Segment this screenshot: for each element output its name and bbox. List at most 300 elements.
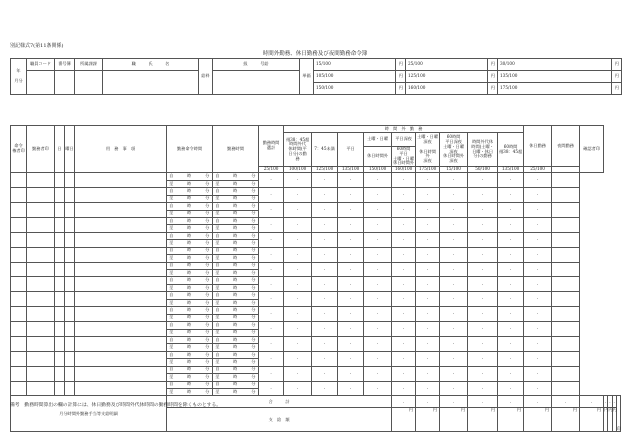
hour-value[interactable] [176, 203, 185, 210]
hours-value[interactable]: . [338, 322, 364, 337]
hour-value[interactable] [222, 359, 231, 366]
hours-value[interactable]: . [259, 173, 284, 188]
worker-seal-cell[interactable] [27, 217, 55, 232]
minute-value[interactable] [240, 314, 249, 321]
hour-value[interactable] [222, 292, 231, 299]
minute-value[interactable] [194, 225, 203, 232]
hour-value[interactable] [222, 203, 231, 210]
hours-value[interactable]: . [259, 203, 284, 218]
hours-value[interactable]: . [364, 262, 392, 277]
hours-value[interactable]: . [284, 203, 312, 218]
worker-seal-cell[interactable] [27, 381, 55, 396]
minute-value[interactable] [194, 232, 203, 239]
hours-value[interactable]: . [392, 307, 416, 322]
hour-value[interactable] [176, 188, 185, 195]
hours-value[interactable]: . [468, 277, 498, 292]
hours-value[interactable]: . [364, 381, 392, 396]
hours-value[interactable]: . [468, 292, 498, 307]
weekday-cell[interactable] [65, 292, 75, 307]
hour-value[interactable] [222, 307, 231, 314]
hour-value[interactable] [222, 329, 231, 336]
worker-seal-cell[interactable] [27, 351, 55, 366]
hours-value[interactable]: . [468, 366, 498, 381]
order-person-cell[interactable] [11, 232, 27, 247]
hours-value[interactable]: . [259, 307, 284, 322]
confirm-seal-cell[interactable] [552, 277, 580, 292]
day-cell[interactable] [55, 247, 65, 262]
minute-value[interactable] [194, 180, 203, 187]
hours-value[interactable]: . [440, 351, 468, 366]
hours-value[interactable]: . [338, 277, 364, 292]
confirm-seal-cell[interactable] [552, 381, 580, 396]
order-person-cell[interactable] [11, 173, 27, 188]
hours-value[interactable]: . [392, 351, 416, 366]
hours-value[interactable]: . [498, 336, 524, 351]
minute-value[interactable] [240, 381, 249, 388]
hour-value[interactable] [176, 232, 185, 239]
hours-value[interactable]: . [312, 292, 338, 307]
hours-value[interactable]: . [440, 217, 468, 232]
task-cell[interactable] [75, 247, 167, 262]
hours-value[interactable]: . [524, 247, 552, 262]
hour-value[interactable] [176, 374, 185, 381]
day-cell[interactable] [55, 292, 65, 307]
hour-value[interactable] [176, 270, 185, 277]
hours-value[interactable]: . [338, 262, 364, 277]
weekday-cell[interactable] [65, 381, 75, 396]
total-confirm-cell[interactable] [616, 396, 620, 432]
weekday-cell[interactable] [65, 217, 75, 232]
minute-value[interactable] [194, 351, 203, 358]
hours-value[interactable]: . [392, 336, 416, 351]
hours-value[interactable]: . [498, 351, 524, 366]
hours-value[interactable]: . [440, 203, 468, 218]
minute-value[interactable] [240, 255, 249, 262]
pay-amount[interactable]: 円 [580, 408, 604, 432]
hours-value[interactable]: . [498, 203, 524, 218]
hours-value[interactable]: . [498, 381, 524, 396]
hour-value[interactable] [176, 322, 185, 329]
minute-value[interactable] [194, 389, 203, 396]
hours-value[interactable]: . [284, 322, 312, 337]
hour-value[interactable] [176, 329, 185, 336]
hours-value[interactable]: . [416, 351, 440, 366]
hours-value[interactable]: . [392, 381, 416, 396]
confirm-seal-cell[interactable] [552, 351, 580, 366]
minute-value[interactable] [240, 173, 249, 180]
hour-value[interactable] [176, 173, 185, 180]
hours-value[interactable]: . [284, 232, 312, 247]
minute-value[interactable] [240, 292, 249, 299]
hours-value[interactable]: . [284, 217, 312, 232]
hour-value[interactable] [176, 366, 185, 373]
hours-value[interactable]: . [259, 262, 284, 277]
minute-value[interactable] [240, 329, 249, 336]
minute-value[interactable] [240, 240, 249, 247]
weekday-cell[interactable] [65, 336, 75, 351]
pay-amount[interactable]: 円 [524, 408, 552, 432]
hours-value[interactable]: . [364, 247, 392, 262]
day-cell[interactable] [55, 277, 65, 292]
minute-value[interactable] [194, 262, 203, 269]
worker-seal-cell[interactable] [27, 247, 55, 262]
day-cell[interactable] [55, 307, 65, 322]
hour-value[interactable] [222, 247, 231, 254]
hours-value[interactable]: . [259, 351, 284, 366]
hour-value[interactable] [176, 195, 185, 202]
hours-value[interactable]: . [284, 351, 312, 366]
worker-seal-cell[interactable] [27, 203, 55, 218]
hours-value[interactable]: . [338, 292, 364, 307]
hours-value[interactable]: . [498, 322, 524, 337]
hours-value[interactable]: . [416, 217, 440, 232]
hours-value[interactable]: . [468, 173, 498, 188]
hours-value[interactable]: . [416, 336, 440, 351]
minute-value[interactable] [240, 351, 249, 358]
hours-value[interactable]: . [498, 262, 524, 277]
minute-value[interactable] [194, 359, 203, 366]
hours-value[interactable]: . [392, 173, 416, 188]
hours-value[interactable]: . [392, 322, 416, 337]
pay-amount[interactable]: 円 [604, 408, 608, 432]
minute-value[interactable] [240, 299, 249, 306]
order-person-cell[interactable] [11, 262, 27, 277]
hours-value[interactable]: . [416, 381, 440, 396]
minute-value[interactable] [240, 188, 249, 195]
task-cell[interactable] [75, 203, 167, 218]
hours-value[interactable]: . [259, 381, 284, 396]
hours-value[interactable]: . [524, 203, 552, 218]
hours-value[interactable]: . [524, 277, 552, 292]
weekday-cell[interactable] [65, 247, 75, 262]
hours-value[interactable]: . [284, 188, 312, 203]
hours-value[interactable]: . [259, 217, 284, 232]
hours-value[interactable]: . [468, 322, 498, 337]
hours-value[interactable]: . [338, 232, 364, 247]
hours-value[interactable]: . [498, 232, 524, 247]
hours-value[interactable]: . [498, 173, 524, 188]
hours-value[interactable]: . [524, 351, 552, 366]
task-cell[interactable] [75, 262, 167, 277]
hours-value[interactable]: . [392, 188, 416, 203]
hours-value[interactable]: . [416, 173, 440, 188]
hours-value[interactable]: . [284, 366, 312, 381]
hours-value[interactable]: . [524, 366, 552, 381]
task-cell[interactable] [75, 366, 167, 381]
minute-value[interactable] [240, 366, 249, 373]
task-cell[interactable] [75, 217, 167, 232]
hour-value[interactable] [222, 374, 231, 381]
minute-value[interactable] [194, 277, 203, 284]
hours-value[interactable]: . [364, 366, 392, 381]
confirm-seal-cell[interactable] [552, 366, 580, 381]
hour-value[interactable] [222, 270, 231, 277]
hours-value[interactable]: . [338, 366, 364, 381]
minute-value[interactable] [240, 225, 249, 232]
day-cell[interactable] [55, 336, 65, 351]
hours-value[interactable]: . [392, 277, 416, 292]
hours-value[interactable]: . [338, 217, 364, 232]
hour-value[interactable] [222, 336, 231, 343]
minute-value[interactable] [194, 173, 203, 180]
hour-value[interactable] [222, 299, 231, 306]
hour-value[interactable] [176, 292, 185, 299]
minute-value[interactable] [240, 262, 249, 269]
hours-value[interactable]: . [468, 351, 498, 366]
minute-value[interactable] [194, 307, 203, 314]
hour-value[interactable] [222, 217, 231, 224]
minute-value[interactable] [194, 247, 203, 254]
hours-value[interactable]: . [259, 232, 284, 247]
hours-value[interactable]: . [259, 366, 284, 381]
minute-value[interactable] [194, 322, 203, 329]
hours-value[interactable]: . [364, 322, 392, 337]
hours-value[interactable]: . [259, 322, 284, 337]
hour-value[interactable] [222, 351, 231, 358]
hours-value[interactable]: . [312, 366, 338, 381]
worker-seal-cell[interactable] [27, 366, 55, 381]
hours-value[interactable]: . [440, 381, 468, 396]
hour-value[interactable] [222, 210, 231, 217]
minute-value[interactable] [194, 366, 203, 373]
order-person-cell[interactable] [11, 322, 27, 337]
hour-value[interactable] [222, 381, 231, 388]
minute-value[interactable] [194, 270, 203, 277]
minute-value[interactable] [240, 217, 249, 224]
hours-value[interactable]: . [524, 336, 552, 351]
worker-seal-cell[interactable] [27, 336, 55, 351]
worker-seal-cell[interactable] [27, 322, 55, 337]
hour-value[interactable] [222, 389, 231, 396]
hour-value[interactable] [176, 314, 185, 321]
weekday-cell[interactable] [65, 351, 75, 366]
order-person-cell[interactable] [11, 351, 27, 366]
hours-value[interactable]: . [416, 277, 440, 292]
hours-value[interactable]: . [364, 173, 392, 188]
hours-value[interactable]: . [284, 307, 312, 322]
hour-value[interactable] [176, 336, 185, 343]
hours-value[interactable]: . [524, 173, 552, 188]
minute-value[interactable] [240, 247, 249, 254]
confirm-seal-cell[interactable] [552, 173, 580, 188]
hours-value[interactable]: . [498, 366, 524, 381]
hour-value[interactable] [222, 322, 231, 329]
hours-value[interactable]: . [338, 173, 364, 188]
hours-value[interactable]: . [259, 277, 284, 292]
hour-value[interactable] [176, 307, 185, 314]
hours-value[interactable]: . [524, 307, 552, 322]
hour-value[interactable] [176, 359, 185, 366]
hour-value[interactable] [222, 232, 231, 239]
order-person-cell[interactable] [11, 366, 27, 381]
task-cell[interactable] [75, 336, 167, 351]
hour-value[interactable] [222, 180, 231, 187]
task-cell[interactable] [75, 188, 167, 203]
hours-value[interactable]: . [312, 277, 338, 292]
hours-value[interactable]: . [440, 173, 468, 188]
minute-value[interactable] [240, 180, 249, 187]
minute-value[interactable] [194, 203, 203, 210]
pay-amount[interactable]: 円 [608, 408, 612, 432]
hours-value[interactable]: . [524, 292, 552, 307]
hour-value[interactable] [176, 299, 185, 306]
hours-value[interactable]: . [312, 247, 338, 262]
hours-value[interactable]: . [364, 203, 392, 218]
order-person-cell[interactable] [11, 277, 27, 292]
hours-value[interactable]: . [364, 188, 392, 203]
hour-value[interactable] [222, 366, 231, 373]
hours-value[interactable]: . [468, 232, 498, 247]
minute-value[interactable] [194, 292, 203, 299]
hours-value[interactable]: . [364, 351, 392, 366]
minute-value[interactable] [240, 277, 249, 284]
hours-value[interactable]: . [468, 247, 498, 262]
minute-value[interactable] [194, 374, 203, 381]
hours-value[interactable]: . [312, 203, 338, 218]
hour-value[interactable] [176, 277, 185, 284]
order-person-cell[interactable] [11, 188, 27, 203]
hour-value[interactable] [222, 225, 231, 232]
worker-seal-cell[interactable] [27, 277, 55, 292]
hour-value[interactable] [176, 389, 185, 396]
confirm-seal-cell[interactable] [552, 336, 580, 351]
task-cell[interactable] [75, 322, 167, 337]
hour-value[interactable] [222, 314, 231, 321]
hour-value[interactable] [176, 210, 185, 217]
hours-value[interactable]: . [312, 307, 338, 322]
order-person-cell[interactable] [11, 381, 27, 396]
confirm-seal-cell[interactable] [552, 217, 580, 232]
minute-value[interactable] [194, 299, 203, 306]
hours-value[interactable]: . [284, 173, 312, 188]
hours-value[interactable]: . [440, 277, 468, 292]
hour-value[interactable] [222, 284, 231, 291]
hours-value[interactable]: . [312, 188, 338, 203]
pay-amount[interactable]: 円 [552, 408, 580, 432]
minute-value[interactable] [240, 336, 249, 343]
weekday-cell[interactable] [65, 366, 75, 381]
minute-value[interactable] [194, 195, 203, 202]
hour-value[interactable] [176, 180, 185, 187]
hours-value[interactable]: . [259, 292, 284, 307]
hours-value[interactable]: . [416, 366, 440, 381]
hours-value[interactable]: . [440, 262, 468, 277]
day-cell[interactable] [55, 232, 65, 247]
hours-value[interactable]: . [284, 381, 312, 396]
order-person-cell[interactable] [11, 217, 27, 232]
confirm-seal-cell[interactable] [552, 203, 580, 218]
minute-value[interactable] [194, 381, 203, 388]
hours-value[interactable]: . [468, 203, 498, 218]
minute-value[interactable] [240, 344, 249, 351]
hours-value[interactable]: . [392, 262, 416, 277]
hours-value[interactable]: . [364, 307, 392, 322]
hours-value[interactable]: . [416, 188, 440, 203]
hours-value[interactable]: . [524, 188, 552, 203]
hours-value[interactable]: . [284, 247, 312, 262]
minute-value[interactable] [240, 307, 249, 314]
hour-value[interactable] [176, 247, 185, 254]
hour-value[interactable] [176, 225, 185, 232]
hours-value[interactable]: . [392, 203, 416, 218]
staff-code-value[interactable] [27, 71, 55, 95]
confirm-seal-cell[interactable] [552, 247, 580, 262]
hours-value[interactable]: . [416, 232, 440, 247]
hour-value[interactable] [176, 255, 185, 262]
task-cell[interactable] [75, 173, 167, 188]
hour-value[interactable] [176, 262, 185, 269]
hour-value[interactable] [222, 173, 231, 180]
minute-value[interactable] [194, 255, 203, 262]
hours-value[interactable]: . [259, 247, 284, 262]
hours-value[interactable]: . [284, 277, 312, 292]
day-cell[interactable] [55, 203, 65, 218]
hours-value[interactable]: . [440, 292, 468, 307]
hours-value[interactable]: . [468, 336, 498, 351]
hour-value[interactable] [176, 344, 185, 351]
minute-value[interactable] [194, 240, 203, 247]
hours-value[interactable]: . [498, 292, 524, 307]
minute-value[interactable] [194, 336, 203, 343]
hours-value[interactable]: . [498, 307, 524, 322]
hours-value[interactable]: . [498, 188, 524, 203]
hour-value[interactable] [176, 381, 185, 388]
task-cell[interactable] [75, 307, 167, 322]
hours-value[interactable]: . [392, 292, 416, 307]
hours-value[interactable]: . [498, 217, 524, 232]
hours-value[interactable]: . [259, 336, 284, 351]
hours-value[interactable]: . [440, 366, 468, 381]
minute-value[interactable] [194, 329, 203, 336]
hours-value[interactable]: . [416, 203, 440, 218]
worker-seal-cell[interactable] [27, 292, 55, 307]
hours-value[interactable]: . [312, 351, 338, 366]
pay-amount[interactable]: 円 [416, 408, 440, 432]
hours-value[interactable]: . [392, 366, 416, 381]
weekday-cell[interactable] [65, 232, 75, 247]
hours-value[interactable]: . [364, 277, 392, 292]
hours-value[interactable]: . [284, 262, 312, 277]
hours-value[interactable]: . [364, 232, 392, 247]
hours-value[interactable]: . [524, 262, 552, 277]
hours-value[interactable]: . [440, 247, 468, 262]
worker-seal-cell[interactable] [27, 262, 55, 277]
hours-value[interactable]: . [284, 292, 312, 307]
weekday-cell[interactable] [65, 173, 75, 188]
hours-value[interactable]: . [312, 322, 338, 337]
confirm-seal-cell[interactable] [552, 322, 580, 337]
hours-value[interactable]: . [524, 232, 552, 247]
hours-value[interactable]: . [440, 307, 468, 322]
hours-value[interactable]: . [312, 217, 338, 232]
weekday-cell[interactable] [65, 203, 75, 218]
hours-value[interactable]: . [338, 381, 364, 396]
pay-amount[interactable]: 円 [440, 408, 468, 432]
hours-value[interactable]: . [312, 336, 338, 351]
hour-value[interactable] [222, 188, 231, 195]
confirm-seal-cell[interactable] [552, 188, 580, 203]
hours-value[interactable]: . [284, 336, 312, 351]
minute-value[interactable] [240, 322, 249, 329]
task-cell[interactable] [75, 232, 167, 247]
pay-amount[interactable]: 円 [468, 408, 498, 432]
hours-value[interactable]: . [312, 262, 338, 277]
day-cell[interactable] [55, 381, 65, 396]
hours-value[interactable]: . [364, 217, 392, 232]
hours-value[interactable]: . [524, 381, 552, 396]
hours-value[interactable]: . [392, 247, 416, 262]
minute-value[interactable] [194, 188, 203, 195]
